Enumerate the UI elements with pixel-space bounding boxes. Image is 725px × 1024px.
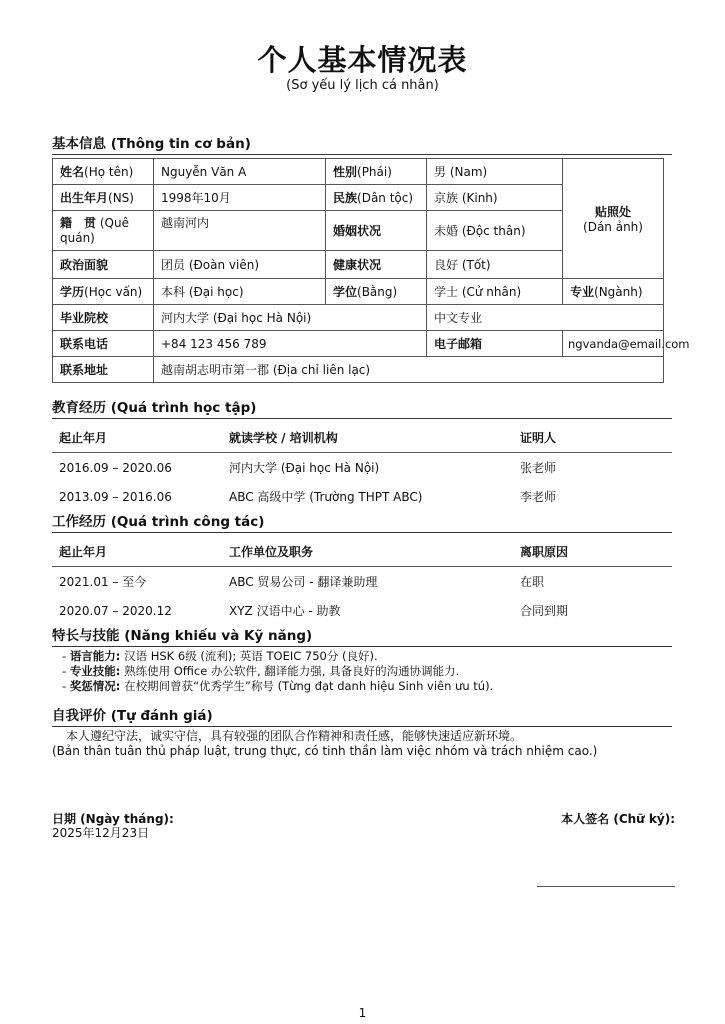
gender-label: 性别(Phái) — [326, 159, 427, 185]
signature-line — [537, 886, 675, 887]
school-label: 毕业院校 — [53, 305, 154, 331]
page-subtitle: (Sơ yếu lý lịch cá nhân) — [286, 78, 439, 93]
table-row — [52, 567, 672, 597]
education-label: 学历(Học vấn) — [53, 279, 154, 305]
major-value: 中文专业 — [427, 305, 664, 331]
column-header: 起止年月 — [52, 537, 222, 567]
birth-value: 1998年10月 — [154, 185, 326, 211]
ethnic-label: 民族(Dân tộc) — [326, 185, 427, 211]
table-cell: 在职 — [520, 575, 545, 589]
phone-value: +84 123 456 789 — [154, 331, 427, 357]
skills-list — [62, 649, 682, 694]
ethnic-value: 京族 (Kinh) — [427, 185, 563, 211]
political-value: 团员 (Đoàn viên) — [154, 251, 326, 279]
phone-label: 联系电话 — [53, 331, 154, 357]
email-label: 电子邮箱 — [427, 331, 563, 357]
table-row — [52, 482, 672, 511]
page-number: 1 — [358, 1006, 367, 1020]
origin-value: 越南河内 — [154, 211, 326, 251]
section-heading-education: 教育经历 (Quá trình học tập) — [52, 396, 672, 419]
health-value: 良好 (Tốt) — [427, 251, 563, 279]
column-header: 就读学校 / 培训机构 — [222, 423, 513, 453]
section-heading-skills: 特长与技能 (Năng khiếu và Kỹ năng) — [52, 624, 672, 647]
education-table — [52, 423, 672, 511]
table-row — [52, 453, 672, 483]
table-cell: 李老师 — [520, 490, 557, 504]
list-item: - 语言能力: 汉语 HSK 6级 (流利); 英语 TOEIC 750分 (良好). — [62, 649, 378, 663]
birth-label: 出生年月(NS) — [53, 185, 154, 211]
table-cell: ABC 高级中学 (Trường THPT ABC) — [229, 490, 423, 504]
table-cell: 2013.09 – 2016.06 — [59, 489, 172, 504]
school-value: 河内大学 (Đại học Hà Nội) — [154, 305, 427, 331]
address-label: 联系地址 — [53, 357, 154, 383]
marital-label: 婚姻状况 — [326, 211, 427, 251]
signature-label: 本人签名 (Chữ ký): — [561, 812, 675, 826]
marital-value: 未婚 (Độc thân) — [427, 211, 563, 251]
political-label: 政治面貌 — [53, 251, 154, 279]
date-value: 2025年12月23日 — [52, 826, 150, 840]
column-header: 工作单位及职务 — [222, 537, 513, 567]
degree-label: 学位(Bằng) — [326, 279, 427, 305]
education-header-row — [52, 423, 672, 453]
basic-info-table — [52, 158, 690, 383]
degree-value: 学士 (Cử nhân) — [427, 279, 563, 305]
table-cell: 合同到期 — [520, 604, 569, 618]
table-cell: 河内大学 (Đại học Hà Nội) — [229, 461, 380, 475]
table-cell: 2016.09 – 2020.06 — [59, 460, 172, 475]
origin-label: 籍 贯 (Quê quán) — [53, 211, 154, 251]
work-header-row — [52, 537, 672, 567]
gender-value: 男 (Nam) — [427, 159, 563, 185]
list-item: - 奖惩情况: 在校期间曾获“优秀学生”称号 (Từng đạt danh hiệu Sinh viên ưu tú). — [62, 679, 494, 693]
column-header: 起止年月 — [52, 423, 222, 453]
address-value: 越南胡志明市第一郡 (Địa chỉ liên lạc) — [154, 357, 664, 383]
photo-placeholder: 贴照处 (Dán ảnh) — [563, 159, 664, 279]
health-label: 健康状况 — [326, 251, 427, 279]
table-cell: 2020.07 – 2020.12 — [59, 603, 172, 618]
name-value: Nguyễn Văn A — [154, 159, 326, 185]
page-title: 个人基本情况表 — [257, 43, 468, 77]
table-row — [52, 596, 672, 625]
work-table — [52, 537, 672, 625]
table-cell: XYZ 汉语中心 - 助教 — [229, 604, 341, 618]
table-cell: ABC 贸易公司 - 翻译兼助理 — [229, 575, 378, 589]
table-cell: 张老师 — [520, 461, 557, 475]
date-label: 日期 (Ngày tháng): — [52, 812, 174, 826]
section-heading-self-eval: 自我评价 (Tự đánh giá) — [52, 704, 672, 727]
table-cell: 2021.01 – 至今 — [59, 575, 147, 589]
column-header: 离职原因 — [513, 537, 672, 567]
section-heading-basic-info: 基本信息 (Thông tin cơ bản) — [52, 132, 672, 155]
education-value: 本科 (Đại học) — [154, 279, 326, 305]
column-header: 证明人 — [513, 423, 672, 453]
self-eval-text: 本人遵纪守法，诚实守信，具有较强的团队合作精神和责任感，能够快速适应新环境。 (Bản thân tuân thủ pháp luật, trung thực, có tinh thần làm việc nhóm và trách nhiệm cao.) — [52, 729, 598, 758]
section-heading-work: 工作经历 (Quá trình công tác) — [52, 510, 672, 533]
list-item: - 专业技能: 熟练使用 Office 办公软件, 翻译能力强, 具备良好的沟通协调能力. — [62, 664, 460, 678]
major-label: 专业(Ngành) — [563, 279, 664, 305]
name-label: 姓名(Họ tên) — [53, 159, 154, 185]
email-value: ngvanda@email.com — [563, 331, 664, 357]
